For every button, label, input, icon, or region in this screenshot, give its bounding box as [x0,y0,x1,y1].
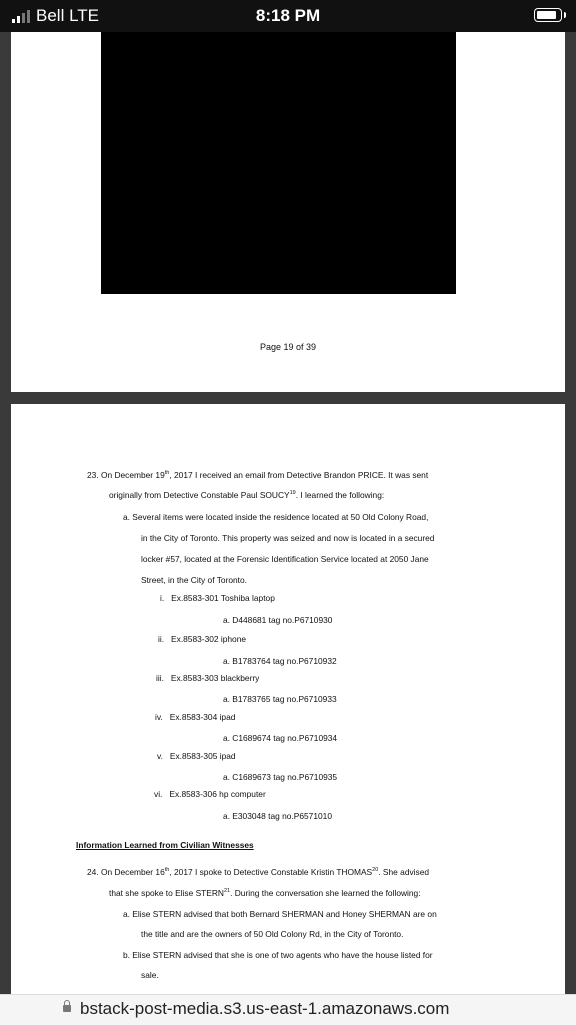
paragraph-23-line-1: 23. On December 19th, 2017 I received an email from Detective Brandon PRICE. It was sent [87,470,429,480]
exhibit-sub-item: a. D448681 tag no.P6710930 [223,615,333,625]
paragraph-24-line-1: 24. On December 16th, 2017 I spoke to Detective Constable Kristin THOMAS$^{20}$. She advised [87,867,430,877]
document-page-20 [11,404,565,994]
exhibit-sub-item: a. B1783764 tag no.P6710932 [223,656,337,666]
redacted-image [101,32,456,294]
status-bar [0,0,576,32]
exhibit-item: iv. Ex.8583-304 ipad [155,712,236,722]
address-bar[interactable] [0,994,576,1025]
item-a-line-1: a. Several items were located inside the residence located at 50 Old Colony Road, [123,512,429,522]
clock: 8:18 PM [255,6,321,25]
item-a-line-2: in the City of Toronto. This property was seized and now is located in a secured [141,533,435,543]
exhibit-item: iii. Ex.8583-303 blackberry [156,673,260,683]
exhibit-item: v. Ex.8583-305 ipad [157,751,236,761]
page-number: Page 19 of 39 [259,342,317,352]
exhibit-sub-item: a. C1689674 tag no.P6710934 [223,733,338,743]
item-24a-line-1: a. Elise STERN advised that both Bernard SHERMAN and Honey SHERMAN are on [123,909,437,919]
document-page-19 [11,32,565,392]
item-24b-line-1: b. Elise STERN advised that she is one of two agents who have the house listed for [123,950,433,960]
exhibit-sub-item: a. E303048 tag no.P6571010 [223,811,332,821]
item-a-line-4: Street, in the City of Toronto. [141,575,247,585]
battery-icon [534,8,562,22]
item-24b-line-2: sale. [141,970,159,980]
lock-icon [63,1005,71,1012]
exhibit-item: vi. Ex.8583-306 hp computer [154,789,266,799]
exhibit-sub-item: a. B1783765 tag no.P6710933 [223,694,337,704]
paragraph-23-line-2: originally from Detective Constable Paul SOUCY$^{19}$. I learned the following: [109,490,385,500]
paragraph-24-line-2: that she spoke to Elise STERN$^{21}$. During the conversation she learned the following: [109,888,421,898]
exhibit-item: ii. Ex.8583-302 iphone [158,634,247,644]
exhibit-item: i. Ex.8583-301 Toshiba laptop [160,593,275,603]
item-a-line-3: locker #57, located at the Forensic Identification Service located at 2050 Jane [141,554,429,564]
section-heading: Information Learned from Civilian Witnesses [76,840,254,850]
exhibit-sub-item: a. C1689673 tag no.P6710935 [223,772,338,782]
carrier-label: Bell LTE [36,6,99,25]
url-text[interactable]: bstack-post-media.s3.us-east-1.amazonaws.com [80,999,450,1018]
item-24a-line-2: the title and are the owners of 50 Old Colony Rd, in the City of Toronto. [141,929,404,939]
